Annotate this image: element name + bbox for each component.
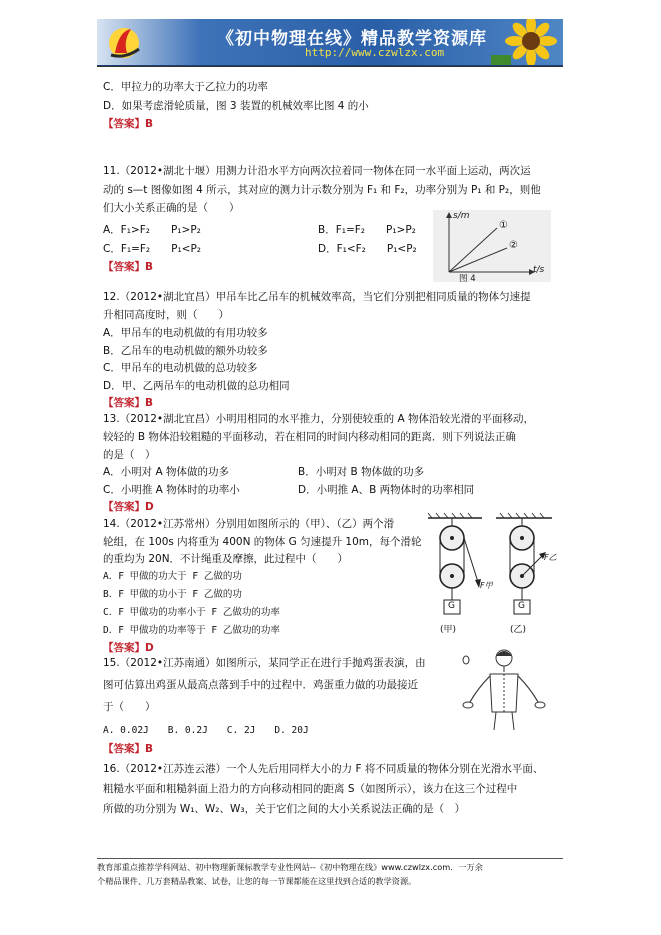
q15-line-3: 于（ ） <box>103 701 156 713</box>
q12-answer: 【答案】B <box>103 397 154 409</box>
q12-option-c: C．甲吊车的电动机做的总功较多 <box>103 362 258 374</box>
q11-st-graph <box>433 210 551 282</box>
q14-option-b: B．F 甲做的功小于 F 乙做的功 <box>103 589 242 600</box>
q11-line-2: 动的 s—t 图像如图 4 所示，其对应的测力计示数分别为 F₁ 和 F₂，功率分别为 P₁ 和 P₂，则他 <box>103 184 541 196</box>
banner-url: http://www.czwlzx.com <box>305 46 445 59</box>
graph-y-label: s/m <box>453 211 470 221</box>
q14-option-d: D．F 甲做功的功率等于 F 乙做功的功率 <box>103 625 280 636</box>
q14-line-2: 轮组，在 100s 内将重为 400N 的物体 G 匀速提升 10m，每个滑轮 <box>103 536 422 548</box>
q11-option-d: D．F₁<F₂ P₁<P₂ <box>318 243 417 255</box>
q15-options: A. 0.02J B. 0.2J C. 2J D. 20J <box>103 725 309 736</box>
q12-option-d: D．甲、乙两吊车的电动机做的总功相同 <box>103 380 290 392</box>
q12-line-2: 升相同高度时，则（ ） <box>103 309 229 321</box>
q16-line-2: 粗糙水平面和粗糙斜面上沿力的方向移动相同的距离 S（如图所示），该力在这三个过程中 <box>103 783 518 795</box>
footer-line-1: 教育部重点推荐学科网站、初中物理新课标教学专业性网站--《初中物理在线》www.czwlzx.com．一万余 <box>97 862 483 872</box>
q14-option-c: C．F 甲做功的功率小于 F 乙做功的功率 <box>103 607 280 618</box>
q14-pulley-figure <box>424 512 564 640</box>
header-rule <box>97 66 563 67</box>
q16-line-1: 16.（2012•江苏连云港）一个人先后用同样大小的力 F 将不同质量的物体分别在光滑水平面、 <box>103 763 544 775</box>
q13-option-d: D．小明推 A、B 两物体时的功率相同 <box>298 484 475 496</box>
header-banner <box>97 19 563 66</box>
q13-line-3: 的是（ ） <box>103 449 156 461</box>
q11-option-b: B．F₁=F₂ P₁>P₂ <box>318 224 416 236</box>
g-label-right: G <box>518 601 525 611</box>
graph-x-label: t/s <box>533 265 545 275</box>
graph-line-1-label: ① <box>499 220 508 231</box>
q10-option-c: C．甲拉力的功率大于乙拉力的功率 <box>103 81 268 93</box>
q15-line-2: 图可估算出鸡蛋从最高点落到手中的过程中．鸡蛋重力做的功最接近 <box>103 679 418 691</box>
q16-line-3: 所做的功分别为 W₁、W₂、W₃，关于它们之间的大小关系说法正确的是（ ） <box>103 803 466 815</box>
banner-title: 《初中物理在线》精品教学资源库 <box>217 29 487 49</box>
q12-option-a: A．甲吊车的电动机做的有用功较多 <box>103 327 268 339</box>
q11-line-1: 11.（2012•湖北十堰）用测力计沿水平方向两次拉着同一物体在同一水平面上运动，两次运 <box>103 165 531 177</box>
q13-option-c: C．小明推 A 物体时的功率小 <box>103 484 240 496</box>
q10-answer: 【答案】B <box>103 118 154 130</box>
q14-answer: 【答案】D <box>103 642 154 654</box>
graph-caption: 图 4 <box>459 274 476 284</box>
site-logo <box>105 23 145 61</box>
q11-option-c: C．F₁=F₂ P₁<P₂ <box>103 243 202 255</box>
caption-yi: (乙) <box>510 625 527 635</box>
q14-line-3: 的重均为 20N．不计绳重及摩擦，此过程中（ ） <box>103 553 349 565</box>
q12-option-b: B．乙吊车的电动机做的额外功较多 <box>103 345 268 357</box>
q13-line-1: 13.（2012•湖北宜昌）小明用相同的水平推力，分别使较重的 A 物体沿较光滑的平面移动， <box>103 413 534 425</box>
q11-option-a: A．F₁>F₂ P₁>P₂ <box>103 224 201 236</box>
footer-rule <box>97 858 563 859</box>
f-yi-label: F乙 <box>544 553 557 562</box>
q15-line-1: 15.（2012•江苏南通）如图所示，某同学正在进行手抛鸡蛋表演，由 <box>103 657 426 669</box>
q12-line-1: 12.（2012•湖北宜昌）甲吊车比乙吊车的机械效率高，当它们分别把相同质量的物体匀速提 <box>103 291 531 303</box>
q11-answer: 【答案】B <box>103 261 154 273</box>
graph-line-2-label: ② <box>509 240 518 251</box>
q13-answer: 【答案】D <box>103 501 154 513</box>
caption-jia: (甲) <box>440 625 457 635</box>
q15-answer: 【答案】B <box>103 743 154 755</box>
juggler-illustration <box>456 646 552 730</box>
q14-option-a: A．F 甲做的功大于 F 乙做的功 <box>103 571 242 582</box>
sunflower-image <box>491 19 563 66</box>
q11-line-3: 们大小关系正确的是（ ） <box>103 202 240 214</box>
q13-line-2: 较轻的 B 物体沿较粗糙的平面移动，若在相同的时间内移动相同的距离．则下列说法正确 <box>103 431 516 443</box>
footer-line-2: 个精品课件、几万套精品教案、试卷，让您的每一节课都能在这里找到合适的教学资源。 <box>97 876 417 886</box>
g-label-left: G <box>448 601 455 611</box>
q13-option-a: A．小明对 A 物体做的功多 <box>103 466 230 478</box>
q14-line-1: 14.（2012•江苏常州）分别用如图所示的（甲）、（乙）两个滑 <box>103 518 395 530</box>
q13-option-b: B．小明对 B 物体做的功多 <box>298 466 425 478</box>
q10-option-d: D．如果考虑滑轮质量，图 3 装置的机械效率比图 4 的小 <box>103 100 369 112</box>
f-jia-label: F甲 <box>480 581 493 590</box>
